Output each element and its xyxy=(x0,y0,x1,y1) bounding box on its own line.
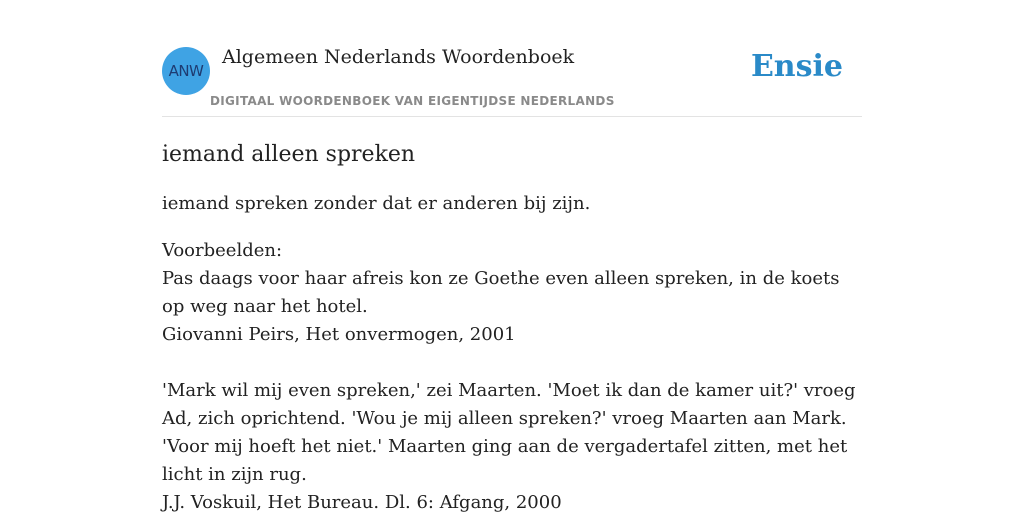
anw-logo[interactable] xyxy=(162,47,210,95)
site-header xyxy=(162,46,862,117)
ensie-brand-logo[interactable]: Ensie xyxy=(750,49,843,84)
example-text: Pas daags voor haar afreis kon ze Goethe even alleen spreken, in de koets op weg naar het hotel. xyxy=(162,268,840,317)
entry-headword: iemand alleen spreken xyxy=(162,142,416,167)
example-item xyxy=(162,265,862,349)
example-source: J.J. Voskuil, Het Bureau. Dl. 6: Afgang, 2000 xyxy=(162,492,562,512)
example-text: 'Mark wil mij even spreken,' zei Maarten. 'Moet ik dan de kamer uit?' vroeg Ad, zich oprichtend. 'Wou je mij alleen spreken?' vroeg Maarten aan Mark. 'Voor mij hoeft het niet.' Maarten ging aan de vergadertafel zitten, met het licht in zijn rug. xyxy=(162,380,856,485)
site-title[interactable]: Algemeen Nederlands Woordenboek xyxy=(222,46,575,68)
example-source: Giovanni Peirs, Het onvermogen, 2001 xyxy=(162,324,516,345)
site-subtitle: DIGITAAL WOORDENBOEK VAN EIGENTIJDSE NEDERLANDS xyxy=(210,94,615,108)
logo-text: ANW xyxy=(168,62,204,80)
entry-definition: iemand spreken zonder dat er anderen bij zijn. xyxy=(162,193,591,214)
examples-label: Voorbeelden: xyxy=(162,240,283,261)
example-item xyxy=(162,377,862,512)
entry-content xyxy=(162,138,862,512)
examples-section xyxy=(162,237,862,512)
